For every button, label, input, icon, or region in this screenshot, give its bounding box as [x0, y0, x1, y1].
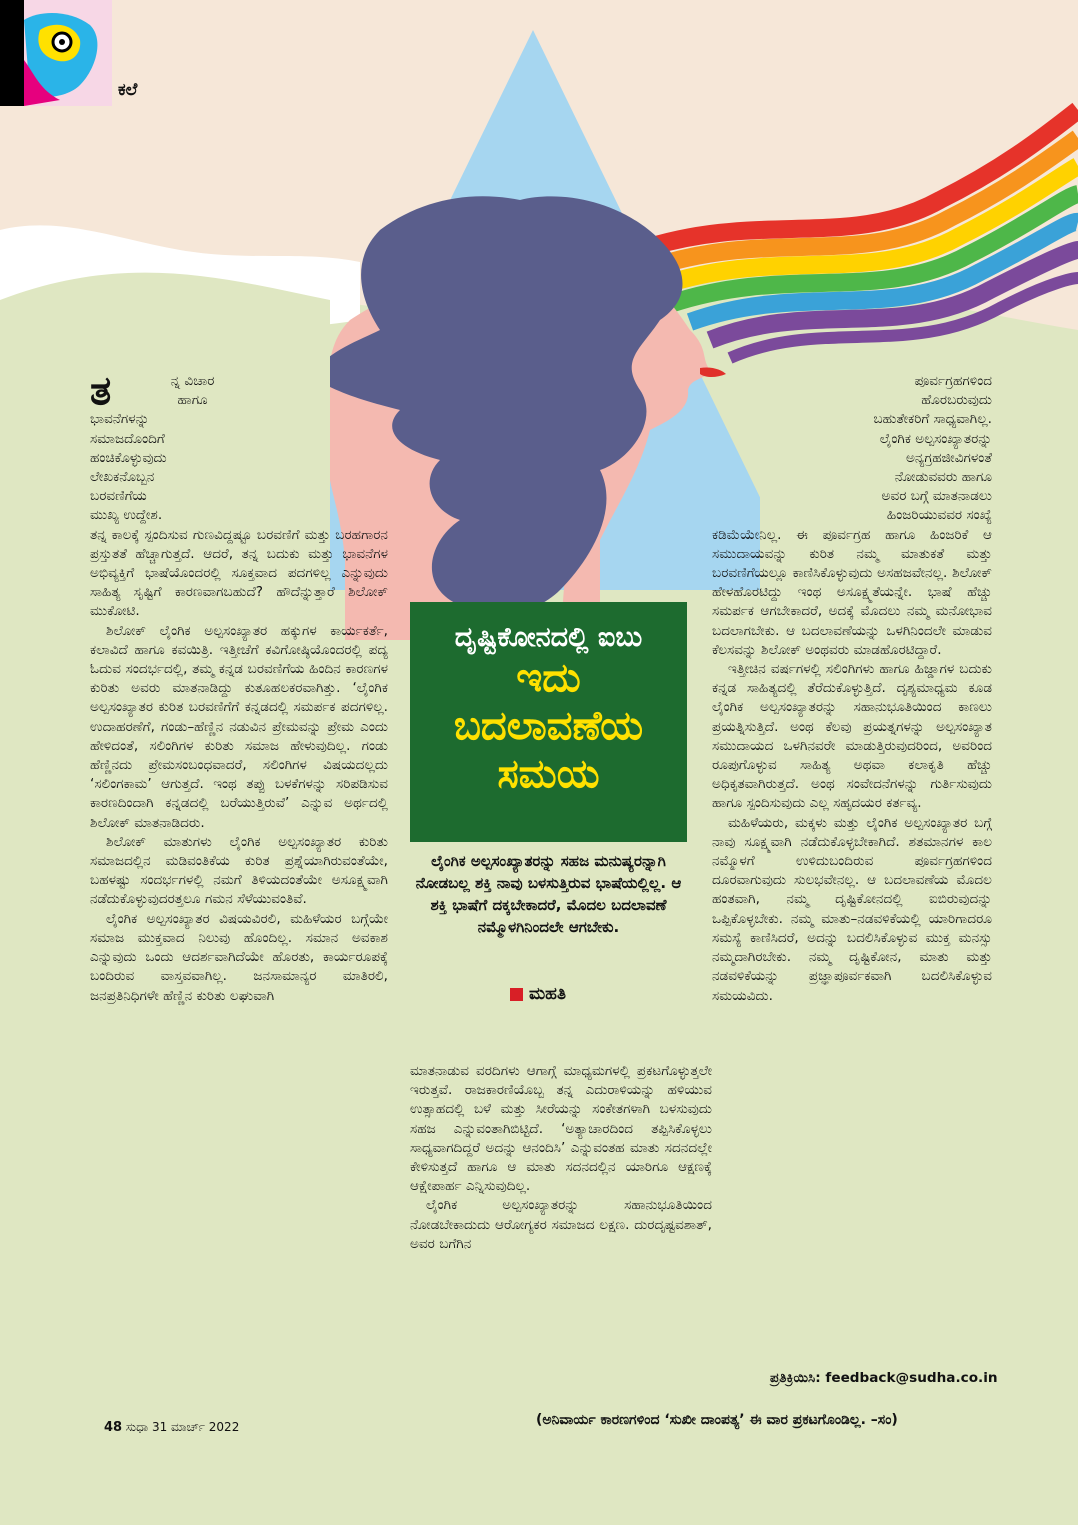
- intro-line: ನೋಡುವವರು ಹಾಗೂ: [894, 469, 992, 486]
- paragraph: ಲೈಂಗಿಕ ಅಲ್ಪಸಂಖ್ಯಾತರನ್ನು ಸಹಾನುಭೂತಿಯಿಂದ ನೋಡಬೇಕಾದುದು ಆರೋಗ್ಯಕರ ಸಮಾಜದ ಲಕ್ಷಣ. ದುರದೃಷ್ಟವಶಾತ್, ಅವರ ಬಗೆಗಿನ: [410, 1197, 712, 1252]
- article-column-2: [410, 1062, 712, 1254]
- red-square-icon: [510, 988, 523, 1001]
- title-line-3: ಬದಲಾವಣೆಯ: [453, 703, 644, 749]
- magazine-name: ಸುಧಾ: [125, 1420, 149, 1434]
- drop-cap: ತ: [90, 368, 112, 414]
- intro-line: ಹೊರಬರುವುದು: [921, 392, 992, 409]
- title-line-1: ದೃಷ್ಟಿಕೋನದಲ್ಲಿ ಐಬು: [454, 622, 643, 653]
- article-column-1: [90, 368, 388, 1006]
- title-line-4: ಸಮಯ: [497, 751, 600, 797]
- title-line-2: ಇದು: [516, 655, 581, 701]
- intro-line: ಹಿಂಜರಿಯುವವರ ಸಂಖ್ಯೆ: [886, 507, 992, 524]
- article-column-3: [712, 372, 992, 1006]
- paragraph: ಮಾತನಾಡುವ ವರದಿಗಳು ಆಗಾಗ್ಗೆ ಮಾಧ್ಯಮಗಳಲ್ಲಿ ಪ್ರಕಟಗೊಳ್ಳುತ್ತಲೇ ಇರುತ್ತವೆ. ರಾಜಕಾರಣಿಯೊಬ್ಬ ತನ್ನ ಎದುರಾಳಿಯನ್ನು ಹಳಿಯುವ ಉತ್ಸಾಹದಲ್ಲಿ ಬಳೆ ಮತ್ತು ಸೀರೆಯನ್ನು ಸಂಕೇತಗಳಾಗಿ ಬಳಸುವುದು ಸಹಜ ಎನ್ನುವಂತಾಗಿಬಿಟ್ಟಿದೆ. ‘ಅತ್ಯಾಚಾರದಿಂದ ತಪ್ಪಿಸಿಕೊಳ್ಳಲು ಸಾಧ್ಯವಾಗದಿದ್ದರೆ ಅದನ್ನು ಆನಂದಿಸಿ’ ಎನ್ನುವಂತಹ ಮಾತು ಸದನದಲ್ಲೇ ಕೇಳಿಸುತ್ತದೆ ಹಾಗೂ ಆ ಮಾತು ಸದನದಲ್ಲಿನ ಯಾರಿಗೂ ಆಕ್ಷಣಕ್ಕೆ ಆಕ್ಷೇಪಾರ್ಹ ಎನ್ನಿಸುವುದಿಲ್ಲ.: [410, 1063, 712, 1195]
- intro-line: ಪೂರ್ವಗ್ರಹಗಳಿಂದ: [914, 373, 992, 389]
- intro-line: ಲೇಖಕನೊಬ್ಬನ: [90, 469, 155, 486]
- paragraph: ಮಹಿಳೆಯರು, ಮಕ್ಕಳು ಮತ್ತು ಲೈಂಗಿಕ ಅಲ್ಪಸಂಖ್ಯಾತರ ಬಗ್ಗೆ ನಾವು ಸೂಕ್ಷ್ಮವಾಗಿ ನಡೆದುಕೊಳ್ಳಬೇಕಾಗಿದೆ. ಶತಮಾನಗಳ ಕಾಲ ನಮ್ಮೊಳಗೆ ಉಳಿದುಬಂದಿರುವ ಪೂರ್ವಗ್ರಹಗಳಿಂದ ದೂರವಾಗುವುದು ಸುಲಭವೇನಲ್ಲ. ಆ ಬದಲಾವಣೆಯ ಮೊದಲ ಹಂತವಾಗಿ, ನಮ್ಮ ದೃಷ್ಟಿಕೋನದಲ್ಲಿ ಐಬಿರುವುದನ್ನು ಒಪ್ಪಿಕೊಳ್ಳಬೇಕು. ನಮ್ಮ ಮಾತು–ನಡವಳಿಕೆಯಲ್ಲಿ ಯಾರಿಗಾದರೂ ಸಮಸ್ಯೆ ಕಾಣಿಸಿದರೆ, ಅದನ್ನು ಬದಲಿಸಿಕೊಳ್ಳುವ ಮುಕ್ತ ಮನಸ್ಸು ನಮ್ಮದಾಗಿರಬೇಕು. ನಮ್ಮ ದೃಷ್ಟಿಕೋನ, ಮಾತು ಮತ್ತು ನಡವಳಿಕೆಯನ್ನು ಪ್ರಜ್ಞಾಪೂರ್ವಕವಾಗಿ ಬದಲಿಸಿಕೊಳ್ಳುವ ಸಮಯವಿದು.: [712, 814, 992, 1004]
- author-name: ಮಹತಿ: [529, 984, 566, 1004]
- author-byline: [510, 984, 566, 1004]
- intro-line: ಹಾಗೂ: [177, 392, 208, 409]
- intro-line: ಹಂಚಿಕೊಳ್ಳುವುದು: [90, 449, 167, 466]
- intro-line: ಬಹುತೇಕರಿಗೆ ಸಾಧ್ಯವಾಗಿಲ್ಲ.: [873, 411, 992, 428]
- intro-line: ಬರವಣಿಗೆಯ: [90, 488, 147, 505]
- intro-line: ಲೈಂಗಿಕ ಅಲ್ಪಸಂಖ್ಯಾತರನ್ನು: [879, 430, 992, 447]
- paragraph-continued: ಕಡಿಮೆಯೇನಿಲ್ಲ. ಈ ಪೂರ್ವಗ್ರಹ ಹಾಗೂ ಹಿಂಜರಿಕೆ ಆ ಸಮುದಾಯವನ್ನು ಕುರಿತ ನಮ್ಮ ಮಾತುಕತೆ ಮತ್ತು ಬರವಣಿಗೆಯಲ್ಲೂ ಕಾಣಿಸಿಕೊಳ್ಳುವುದು ಅಸಹಜವೇನಲ್ಲ. ಶಿಲೋಕ್ ಹೇಳಹೊರಟಿದ್ದು ಇಂಥ ಅಸೂಕ್ಷ್ಮತೆಯನ್ನೇ. ಭಾಷೆ ಹೆಚ್ಚು ಸಮರ್ಪಕ ಆಗಬೇಕಾದರೆ, ಅದಕ್ಕೆ ಮೊದಲು ನಮ್ಮ ಮನೋಭಾವ ಬದಲಾಗಬೇಕು. ಆ ಬದಲಾವಣೆಯನ್ನು ಒಳಗಿನಿಂದಲೇ ಮಾಡುವ ಕೆಲಸವನ್ನು ಶಿಲೋಕ್ ಅಂಥವರು ಮಾಡಹೊರಟಿದ್ದಾರೆ.: [712, 526, 992, 658]
- intro-line: ಭಾವನೆಗಳನ್ನು: [90, 411, 150, 428]
- issue-date: 31 ಮಾರ್ಚ್ 2022: [151, 1420, 240, 1434]
- page-number: 48: [104, 1420, 123, 1435]
- paragraph: ಶಿಲೋಕ್ ಲೈಂಗಿಕ ಅಲ್ಪಸಂಖ್ಯಾತರ ಹಕ್ಕುಗಳ ಕಾರ್ಯಕರ್ತೆ, ಕಲಾವಿದೆ ಹಾಗೂ ಕವಯಿತ್ರಿ. ಇತ್ತೀಚೆಗೆ ಕವಿಗೋಷ್ಠಿಯೊಂದರಲ್ಲಿ ಪದ್ಯ ಓದುವ ಸಂದರ್ಭದಲ್ಲಿ, ತಮ್ಮ ಕನ್ನಡ ಬರವಣಿಗೆಯ ಹಿಂದಿನ ಕಾರಣಗಳ ಕುರಿತು ಅವರು ಮಾತನಾಡಿದ್ದು ಕುತೂಹಲಕರವಾಗಿತ್ತು. ‘ಲೈಂಗಿಕ ಅಲ್ಪಸಂಖ್ಯಾತರ ಕುರಿತ ಬರವಣಿಗೆಗೆ ಕನ್ನಡದಲ್ಲಿ ಸಮರ್ಪಕ ಪದಗಳಿಲ್ಲ. ಉದಾಹರಣೆಗೆ, ಗಂಡು–ಹೆಣ್ಣಿನ ನಡುವಿನ ಪ್ರೇಮವನ್ನು ಪ್ರೇಮ ಎಂದು ಹೇಳಿದಂತೆ, ಸಲಿಂಗಿಗಳ ಕುರಿತು ಸಮಾಜ ಹೇಳುವುದಿಲ್ಲ. ಗಂಡು ಹೆಣ್ಣಿನದು ಪ್ರೇಮಸಂಬಂಧವಾದರೆ, ಸಲಿಂಗಿಗಳ ವಿಷಯದಲ್ಲದು ‘ಸಲಿಂಗಕಾಮ’ ಆಗುತ್ತದೆ. ಇಂಥ ತಪ್ಪು ಬಳಕೆಗಳನ್ನು ಸರಿಪಡಿಸುವ ಕಾರಣದಿಂದಾಗಿ ಕನ್ನಡದಲ್ಲಿ ಬರೆಯುತ್ತಿರುವೆ’ ಎನ್ನುವ ಅರ್ಥದಲ್ಲಿ ಶಿಲೋಕ್ ಮಾತನಾಡಿದರು.: [90, 622, 388, 831]
- feedback-line: ಪ್ರತಿಕ್ರಿಯಿಸಿ: feedback@sudha.co.in: [770, 1370, 998, 1386]
- paragraph-continued: ತನ್ನ ಕಾಲಕ್ಕೆ ಸ್ಪಂದಿಸುವ ಗುಣವಿದ್ದಷ್ಟೂ ಬರವಣಿಗೆ ಮತ್ತು ಬರಹಗಾರನ ಪ್ರಸ್ತುತತೆ ಹೆಚ್ಚಾಗುತ್ತದೆ. ಆದರೆ, ತನ್ನ ಬದುಕು ಮತ್ತು ಭಾವನೆಗಳ ಅಭಿವ್ಯಕ್ತಿಗೆ ಭಾಷೆಯೊಂದರಲ್ಲಿ ಸೂಕ್ತವಾದ ಪದಗಳಿಲ್ಲ ಎನ್ನುವುದು ಸಾಹಿತ್ಯ ಸೃಷ್ಟಿಗೆ ಕಾರಣವಾಗಬಹುದೆ? ಹೌದೆನ್ನುತ್ತಾರೆ ಶಿಲೋಕ್ ಮುಕೋಟಿ.: [90, 526, 388, 620]
- paragraph: ಶಿಲೋಕ್ ಮಾತುಗಳು ಲೈಂಗಿಕ ಅಲ್ಪಸಂಖ್ಯಾತರ ಕುರಿತು ಸಮಾಜದಲ್ಲಿನ ಮಡಿವಂತಿಕೆಯ ಕುರಿತ ಪ್ರಶ್ನೆಯಾಗಿರುವಂತೆಯೇ, ಬಹಳಷ್ಟು ಸಂದರ್ಭಗಳಲ್ಲಿ ನಮಗೆ ತಿಳಿಯದಂತೆಯೇ ಅಸೂಕ್ಷ್ಮವಾಗಿ ನಡೆದುಕೊಳ್ಳುವುದರತ್ತಲೂ ಗಮನ ಸೆಳೆಯುವಂತಿವೆ.: [90, 833, 388, 908]
- intro-line: ಅನ್ಯಗ್ರಹಜೀವಿಗಳಂತೆ: [905, 449, 992, 466]
- paragraph: [90, 368, 388, 526]
- intro-line: ಅವರ ಬಗ್ಗೆ ಮಾತನಾಡಲು: [881, 488, 992, 505]
- paragraph: ಇತ್ತೀಚಿನ ವರ್ಷಗಳಲ್ಲಿ ಸಲಿಂಗಿಗಳು ಹಾಗೂ ಹಿಜ್ಡಾಗಳ ಬದುಕು ಕನ್ನಡ ಸಾಹಿತ್ಯದಲ್ಲಿ ತೆರೆದುಕೊಳ್ಳುತ್ತಿದೆ. ದೃಶ್ಯಮಾಧ್ಯಮ ಕೂಡ ಲೈಂಗಿಕ ಅಲ್ಪಸಂಖ್ಯಾತರನ್ನು ಸಹಾನುಭೂತಿಯಿಂದ ಕಾಣಲು ಪ್ರಯತ್ನಿಸುತ್ತಿದೆ. ಅಂಥ ಕೆಲವು ಪ್ರಯತ್ನಗಳನ್ನು ಅಲ್ಪಸಂಖ್ಯಾತ ಸಮುದಾಯದ ಒಳಗಿನವರೇ ಮಾಡುತ್ತಿರುವುದರಿಂದ, ಅವರಿಂದ ರೂಪುಗೊಳ್ಳುವ ಸಾಹಿತ್ಯ ಅಥವಾ ಕಲಾಕೃತಿ ಹೆಚ್ಚು ಅಧಿಕೃತವಾಗಿರುತ್ತದೆ. ಅಂಥ ಸಂವೇದನೆಗಳನ್ನು ಗುರ್ತಿಸುವುದು ಹಾಗೂ ಸ್ಪಂದಿಸುವುದು ಎಲ್ಲ ಸಹೃದಯರ ಕರ್ತವ್ಯ.: [712, 661, 992, 812]
- editor-note: (ಅನಿವಾರ್ಯ ಕಾರಣಗಳಿಂದ ‘ಸುಖೀ ದಾಂಪತ್ಯ’ ಈ ವಾರ ಪ್ರಕಟಗೊಂಡಿಲ್ಲ. –ಸಂ): [536, 1412, 898, 1428]
- intro-line: ನ್ನ ವಿಚಾರ: [170, 373, 215, 389]
- intro-line: ಮುಖ್ಯ ಉದ್ದೇಶ.: [90, 507, 163, 524]
- section-logo: [0, 0, 112, 106]
- title-box: [410, 602, 687, 842]
- intro-line: ಸಮಾಜದೊಂದಿಗೆ: [90, 430, 165, 447]
- paragraph: [712, 372, 992, 526]
- lede: ಲೈಂಗಿಕ ಅಲ್ಪಸಂಖ್ಯಾತರನ್ನು ಸಹಜ ಮನುಷ್ಯರನ್ನಾಗಿ ನೋಡಬಲ್ಲ ಶಕ್ತಿ ನಾವು ಬಳಸುತ್ತಿರುವ ಭಾಷೆಯಲ್ಲಿಲ್ಲ. ಆ ಶಕ್ತಿ ಭಾಷೆಗೆ ದಕ್ಕಬೇಕಾದರೆ, ಮೊದಲ ಬದಲಾವಣೆ ನಮ್ಮೊಳಗಿನಿಂದಲೇ ಆಗಬೇಕು.: [415, 852, 682, 936]
- paragraph: ಲೈಂಗಿಕ ಅಲ್ಪಸಂಖ್ಯಾತರ ವಿಷಯವಿರಲಿ, ಮಹಿಳೆಯರ ಬಗ್ಗೆಯೇ ಸಮಾಜ ಮುಕ್ತವಾದ ನಿಲುವು ಹೊಂದಿಲ್ಲ. ಸಮಾನ ಅವಕಾಶ ಎನ್ನುವುದು ಒಂದು ಆದರ್ಶವಾಗಿದೆಯೇ ಹೊರತು, ಕಾರ್ಯರೂಪಕ್ಕೆ ಬಂದಿರುವ ವಾಸ್ತವವಾಗಿಲ್ಲ. ಜನಸಾಮಾನ್ಯರ ಮಾತಿರಲಿ, ಜನಪ್ರತಿನಿಧಿಗಳೇ ಹೆಣ್ಣಿನ ಕುರಿತು ಲಘುವಾಗಿ: [90, 910, 388, 1004]
- page-footer: [104, 1420, 239, 1435]
- section-label: ಕಲೆ: [118, 80, 138, 100]
